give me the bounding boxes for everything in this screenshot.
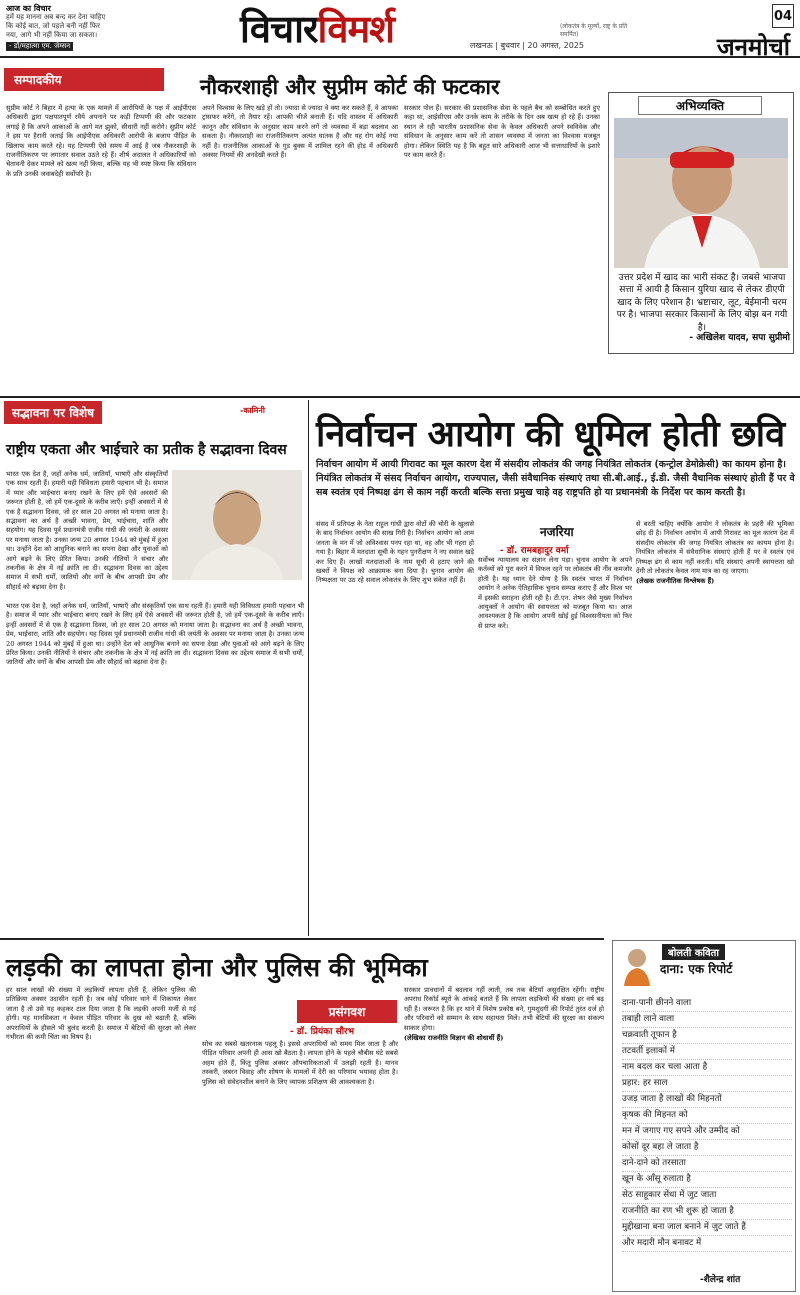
poem-line: उजड़ जाता है लाखों की मिहनतों [622, 1092, 792, 1108]
editorial-col-3-text: सरकार पोल हैं। सरकार की प्रशासनिक सेवा के पहले बैच को सम्बोधित करते हुए कहा था, आईसीएस और उनके काम के तरीके के दिन अब खत्म हो रहे हैं। उनका स्थान ले रही भारतीय प्रशासनिक सेवा के केवल अधिकारी अपने स्वविवेक और संविधान के अनुसार काम करें तो शासन व्यवस्था में जनता का विश्वास मजबूत होगा। लेकिन स्थिति यह है कि बहुत सारे अधिकारी आज भी सत्ताधारियों के इशारे पर काम करते हैं। [404, 104, 600, 160]
poem-line: नाम बदल कर चला आता है [622, 1060, 792, 1076]
missing-col-3 [404, 986, 604, 1290]
brand-subtitle: (लोकतंत्र के मूल्यों, राष्ट्र के प्रति समर्पित) [560, 23, 628, 38]
missing-headline: लड़की का लापता होना और पुलिस की भूमिका [6, 953, 428, 982]
divider-1 [0, 396, 800, 398]
election-author-note: (लेखक राजनीतिक विश्लेषक हैं) [636, 577, 715, 586]
poem-line: तटवर्ती इलाकों में [622, 1044, 792, 1060]
poem-line: मुद्दीखाना बना जाल बनाने में जुट जाते हैं [622, 1220, 792, 1236]
opinion-quote: उत्तर प्रदेश में खाद का भारी संकट है। जबसे भाजपा सत्ता में आयी है किसान युरिया खाद से लेकर डीएपी खाद के लिए परेशान है। भ्रष्टाचार, लूट, बेईमानी चरम पर है। भाजपा सरकार किसानों के लिए बोझ बन गयी है। [616, 273, 788, 333]
thought-tag: आज का विचार [6, 4, 51, 13]
page-header [0, 0, 800, 61]
election-col-2-text: सर्वोच्च न्यायालय का संज्ञान लेना पड़ा। चुनाव आयोग के अपने कर्तव्यों को पूरा करने में विफल रहने पर लोकतंत्र की नींव कमजोर होती है। यह ध्यान देने योग्य है कि स्वतंत्र भारत में निर्वाचन आयोग ने अनेक ऐतिहासिक चुनाव सम्पन्न कराए हैं और विश्व भर में इसकी सराहना होती रही है। टी.एन. शेषन जैसे मुख्य निर्वाचन आयुक्तों ने आयोग की स्वायत्तता को मजबूत किया था। आज आवश्यकता है कि आयोग अपनी खोई हुई विश्वसनीयता को फिर से प्राप्त करे। [478, 556, 632, 630]
election-column-tag: नजरिया [540, 525, 574, 539]
poem-line: और मदारी मौन बनावट में [622, 1236, 792, 1252]
missing-author-note: (लेखिका राजनीति विज्ञान की शोधार्थी हैं) [404, 1034, 504, 1043]
section-masthead [240, 2, 394, 54]
vertical-divider-1 [308, 400, 309, 936]
sadbhavna-body: भारत एक देश है, जहाँ अनेक धर्म, जातियाँ, भाषाएँ और संस्कृतियाँ एक साथ रहती हैं। हमारी यही विविधता हमारी पहचान भी है। समाज में प्यार और भाईचारा बनाए रखने के लिए हमें ऐसे अवसरों की जरूरत होती है, जो हमें एक-दूसरे के करीब लाएँ। इन्हीं अवसरों में से एक है सद्भावना दिवस, जो हर साल 20 अगस्त को मनाया जाता है। सद्भावना का अर्थ है अच्छी भावना, प्रेम, भाईचारा, शांति और सहयोग। यह दिवस पूर्व प्रधानमंत्री राजीव गांधी की जयंती के अवसर पर मनाया जाता है। उनका जन्म 20 अगस्त 1944 को मुंबई में हुआ था। उन्होंने देश को आधुनिक बनाने का सपना देखा और युवाओं को आगे बढ़ने के लिए प्रेरित किया। उनकी नीतियों ने संचार और तकनीक के क्षेत्र में नई क्रांति ला दी। सद्भावना दिवस का उद्देश्य समाज में सभी धर्मों, जातियों और वर्गों के बीच आपसी प्रेम और सौहार्द को बढ़ावा देना है। [6, 470, 168, 591]
page-number: 04 [772, 4, 794, 28]
newspaper-brand: जनमोर्चा [716, 32, 790, 61]
sadbhavna-headline: राष्ट्रीय एकता और भाईचारे का प्रतीक है सद्भावना दिवस [6, 442, 287, 458]
election-col-1 [316, 520, 474, 932]
poem-line: दाने-दाने को तरसाता [622, 1156, 792, 1172]
thought-line-2: कि कोई बात, जो पहले बनी नहीं फिर [6, 22, 101, 30]
masthead-part-2: विमर्श [317, 6, 395, 51]
poem-line: प्रहार: हर साल [622, 1076, 792, 1092]
editorial-col-2 [202, 104, 398, 392]
leader-portrait [614, 118, 788, 268]
dateline: लखनऊ | बुधवार | 20 अगस्त, 2025 [470, 41, 584, 50]
editorial-headline: नौकरशाही और सुप्रीम कोर्ट की फटकार [200, 75, 500, 99]
poem-title: दाना: एक रिपोर्ट [660, 962, 733, 976]
masthead-part-1: विचार [240, 6, 318, 51]
opinion-attribution: - अखिलेश यादव, सपा सुप्रीमो [689, 333, 790, 343]
editorial-col-1 [6, 104, 196, 392]
election-headline: निर्वाचन आयोग की धूमिल होती छवि [316, 414, 785, 455]
sadbhavna-col-top [6, 470, 168, 600]
divider-2 [0, 938, 604, 940]
leader-portrait-icon [614, 118, 788, 268]
missing-col-2-text: सोच का सबसे खतरनाक पहलू है। इससे अपराधियों को समय मिल जाता है और पीड़ित परिवार अपनी ही आस खो बैठता है। लापता होने के पहले चौबीस घंटे सबसे अहम होते हैं, किंतु पुलिस अक्सर औपचारिकताओं में उलझी रहती है। मानव तस्करी, जबरन विवाह और शोषण के मामलों में देरी का परिणाम भयावह होता है। पुलिस को संवेदनशील बनाने के लिए व्यापक प्रशिक्षण की आवश्यकता है। [202, 1040, 398, 1086]
election-author: - डॉ. रामबहादुर वर्मा [500, 546, 569, 556]
poem-line: दाना-पानी छीनने वाला [622, 996, 792, 1012]
thought-line-1: हमें यह मानना अब बन्द कर देना चाहिए [6, 13, 106, 21]
poem-line: सेठ साहूकार सेंधा में जुट जाता [622, 1188, 792, 1204]
rajiv-gandhi-portrait [172, 470, 302, 580]
sadbhavna-body-cont: भारत एक देश है, जहाँ अनेक धर्म, जातियाँ, भाषाएँ और संस्कृतियाँ एक साथ रहती हैं। हमारी यही विविधता हमारी पहचान भी है। समाज में प्यार और भाईचारा बनाए रखने के लिए हमें ऐसे अवसरों की जरूरत होती है, जो हमें एक-दूसरे के करीब लाएँ। इन्हीं अवसरों में से एक है सद्भावना दिवस, जो हर साल 20 अगस्त को मनाया जाता है। सद्भावना का अर्थ है अच्छी भावना, प्रेम, भाईचारा, शांति और सहयोग। यह दिवस पूर्व प्रधानमंत्री राजीव गांधी की जयंती के अवसर पर मनाया जाता है। उनका जन्म 20 अगस्त 1944 को मुंबई में हुआ था। उन्होंने देश को आधुनिक बनाने का सपना देखा और युवाओं को आगे बढ़ने के लिए प्रेरित किया। उनकी नीतियों ने संचार और तकनीक के क्षेत्र में नई क्रांति ला दी। सद्भावना दिवस का उद्देश्य समाज में सभी धर्मों, जातियों और वर्गों के बीच आपसी प्रेम और सौहार्द को बढ़ावा देना है। [6, 602, 304, 667]
editorial-tag: सम्पादकीय [4, 68, 164, 91]
thought-line-3: नया, आगे भी नहीं किया जा सकता। [6, 31, 98, 39]
editorial-col-3 [404, 104, 600, 392]
editorial-col-1-text: सुप्रीम कोर्ट ने बिहार में हत्या के एक मामले में आरोपियों के पक्ष में आईपीएस अधिकारी द्वारा पक्षपातपूर्ण रवैये अपनाने पर कड़ी टिप्पणी की और फटकार लगाई है कि अपने आकाओं के आगे मत झुको, सीधारी नहीं करोगे। सुप्रीम कोर्ट ने इस पर हैरानी जताई कि आईपीएस अधिकारी आरोपी के बजाय पीड़ित के खिलाफ काम करते रहे। यह टिप्पणी ऐसे समय में आई है जब नौकरशाही के राजनीतिकरण पर लगातार सवाल उठते रहे हैं। शीर्ष अदालत ने अधिकारियों को चेतावनी देकर मामले को खत्म नहीं किया, बल्कि यह भी स्पष्ट किया कि संविधान के प्रति उनकी जवाबदेही सर्वोपरि है। [6, 104, 196, 178]
sadbhavna-tag: सद्भावना पर विशेष [4, 401, 102, 424]
missing-col-1-text: हर साल लाखों की संख्या में लड़कियाँ लापता होती हैं, लेकिन पुलिस की प्रतिक्रिया अक्सर उदासीन रहती है। जब कोई परिवार थाने में शिकायत लेकर जाता है तो उसे यह कहकर टाल दिया जाता है कि लड़की अपनी मर्जी से गई होगी। यह मानसिकता न केवल पीड़ित परिवार के दुख को बढ़ाती है, बल्कि अपराधियों के हौसले भी बुलंद करती है। समाज में बेटियों की सुरक्षा को लेकर गंभीरता की कमी चिंता का विषय है। [6, 986, 196, 1042]
election-deck: निर्वाचन आयोग में आयी गिरावट का मूल कारण देश में संसदीय लोकतंत्र की जगह नियंत्रित लोकतंत्र (कन्ट्रोल डेमोक्रेसी) का कायम होना है। नियंत्रित लोकतंत्र में संसद निर्वाचन आयोग, राज्यपाल, जैसी संवैधानिक संस्थाएं तथा सी.बी.आई., ई.डी. जैसी वैधानिक संस्थाएं होती हैं पर वे सब स्वतंत्र एवं निष्पक्ष ढंग से काम नहीं करती बल्कि सत्ता प्रमुख चाहे वह राष्ट्रपति हो या प्रधानमंत्री के निर्देश पर काम करती है। [316, 459, 795, 498]
poem-line: मन में जगाए गए सपने और उम्मीद को [622, 1124, 792, 1140]
election-col-2 [478, 556, 632, 932]
portrait-icon [172, 470, 302, 580]
poem-line: राजनीति का रण भी शुरू हो जाता है [622, 1204, 792, 1220]
poem-line: चक्रवाती तूफान है [622, 1028, 792, 1044]
poem-line: कृषक की मिहनत को [622, 1108, 792, 1124]
election-col-1-text: संसद में प्रतिपक्ष के नेता राहुल गांधी द्वारा वोटों की चोरी के खुलासे के बाद निर्वाचन आयोग की साख गिरी है। निर्वाचन आयोग को आम जनता के मन में जो अविश्वास पनप रहा था, वह और भी गहरा हो गया है। बिहार में मतदाता सूची के गहन पुनरीक्षण ने नए सवाल खड़े कर दिए हैं। लाखों मतदाताओं के नाम सूची से हटाए जाने की खबरों ने विपक्ष को आक्रामक बना दिया है। चुनाव आयोग की निष्पक्षता पर उठ रहे सवाल लोकतंत्र के लिए शुभ संकेत नहीं हैं। [316, 520, 474, 585]
poem-lines [622, 996, 792, 1252]
missing-col-1 [6, 986, 196, 1290]
opinion-label: अभिव्यक्ति [638, 96, 762, 115]
missing-col-3-text: सरकार प्रावधानों में बदलाव नहीं लाती, तब तक बेटियाँ असुरक्षित रहेंगी। राष्ट्रीय अपराध रिकॉर्ड ब्यूरो के आंकड़े बताते हैं कि लापता लड़कियों की संख्या हर वर्ष बढ़ रही है। जरूरत है कि हर थाने में विशेष प्रकोष्ठ बने, गुमशुदगी की रिपोर्ट तुरंत दर्ज हो और परिवारों को सम्मान के साथ सहायता मिले। तभी बेटियों की सुरक्षा का संकल्प साकार होगा। [404, 986, 604, 1032]
poet-icon-svg [620, 946, 654, 986]
sadbhavna-byline: -कामिनी [240, 406, 265, 415]
thought-author: - डॉ/महात्मा एम. जेम्सन [6, 42, 73, 51]
poem-tag: बोलती कविता [662, 944, 725, 960]
sadbhavna-col-bottom [6, 602, 304, 932]
election-col-3 [636, 520, 794, 932]
missing-col-2 [202, 1040, 398, 1290]
missing-author: - डॉ. प्रियंका सौरभ [290, 1027, 355, 1037]
poem-line: तबाही लाने वाला [622, 1012, 792, 1028]
poem-author: -शैलेन्द्र शांत [700, 1275, 741, 1285]
missing-tag: प्रसंगवश [297, 1000, 397, 1023]
thought-of-day [6, 4, 156, 51]
election-col-3-text: से बरती चाहिए क्योंकि आयोग ने लोकतंत्र के प्रहरी की भूमिका छोड़ दी है। निर्वाचन आयोग में आयी गिरावट का मूल कारण देश में संसदीय लोकतंत्र की जगह नियंत्रित लोकतंत्र का कायम होना है। नियंत्रित लोकतंत्र में संवैधानिक संस्थाएं होती हैं पर वे स्वतंत्र एवं निष्पक्ष ढंग से काम नहीं करती। यदि संस्थाएं अपनी स्वायत्तता खो देंगी तो लोकतंत्र केवल नाम मात्र का रह जाएगा। [636, 520, 794, 576]
poem-line: खून के आँसू रुलाता है [622, 1172, 792, 1188]
poet-avatar-icon [620, 946, 654, 986]
poem-line: कोसों दूर बहा ले जाता है [622, 1140, 792, 1156]
editorial-col-2-text: अपने विश्वास के लिए खड़े हों तो। ज्यादा से ज्यादा वे क्या कर सकते हैं, वे आपका ट्रांसफर करेंगे, तो तैयार रहें। आपकी चीजें बनाती हैं। यदि वास्तव में अधिकारी कानून और संविधान के अनुसार काम करने लगें तो व्यवस्था में बड़ा बदलाव आ सकता है। नौकरशाही का राजनीतिकरण अत्यंत घातक है और यह रोग कोई नया नहीं है। राजनीतिक आकाओं के गुड बुक्स में शामिल रहने की होड़ में अधिकारी अक्सर नियमों की अनदेखी करते हैं। [202, 104, 398, 160]
